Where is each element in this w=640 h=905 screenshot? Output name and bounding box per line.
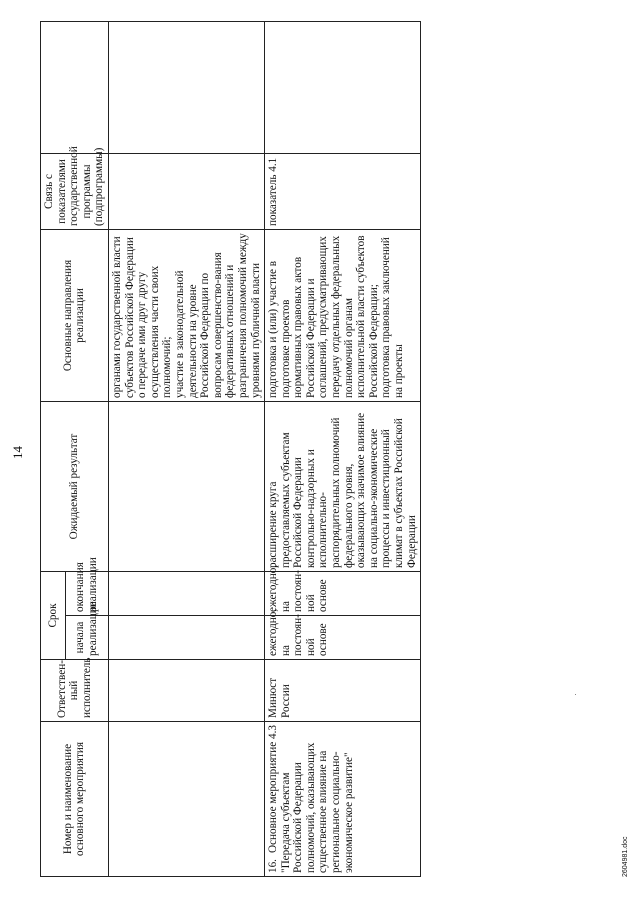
cell-empty xyxy=(108,722,264,877)
header-number-name: Номер и наименование основного мероприятия xyxy=(41,722,109,877)
cell-directions-continued: органами государственной власти субъектов Российской Федерации о передаче ими друг другу осуществления части своих полномочий; участие в законодательной деятельности на уровне Российской Федерации по вопросам совершенство-вания федеративных отношений и разграничения полномочий между уровнями публичной власти xyxy=(108,230,264,402)
scan-speck xyxy=(575,694,576,695)
header-end: окончания реализации xyxy=(66,572,109,616)
cell-empty xyxy=(108,154,264,230)
cell-start: ежегодно, на постоян-ной основе xyxy=(265,616,421,660)
header-directions: Основные направления реализации xyxy=(41,230,109,402)
cell-result: расширение круга предоставляемых субъектам Российской Федерации контрольно-надзорных и исполнительно-распорядительных полномочий федерального уровня, оказывающих значимое влияние на социально-экономические процессы и инвестиционный климат в субъектах Российской Федерации xyxy=(265,402,421,572)
cell-empty xyxy=(108,22,264,154)
header-term: Срок xyxy=(41,572,66,660)
page-number: 14 xyxy=(10,446,25,459)
event-name-text: Основное мероприятие 4.3 "Передача субъектам Российской Федерации полномочий, оказывающих существенное влияние на региональное социально-экономическое развитие" xyxy=(267,725,355,873)
header-result: Ожидаемый результат xyxy=(41,402,109,572)
row-number: 16. xyxy=(267,859,280,873)
cell-empty xyxy=(265,22,421,154)
header-link: Связь с показателями государственной программы (подпрограммы) xyxy=(41,154,109,230)
cell-event-name xyxy=(265,722,421,877)
header-spacer xyxy=(41,22,109,154)
header-responsible: Ответствен-ный исполнитель xyxy=(41,660,109,722)
cell-empty xyxy=(108,660,264,722)
cell-responsible: Минюст России xyxy=(265,660,421,722)
table-header-row xyxy=(41,22,66,877)
program-table xyxy=(40,21,421,877)
header-start: начала реализации xyxy=(66,616,109,660)
table-row-16 xyxy=(265,22,421,877)
cell-link: показатель 4.1 xyxy=(265,154,421,230)
cell-empty xyxy=(108,616,264,660)
cell-empty xyxy=(108,402,264,572)
table-row-continued xyxy=(108,22,264,877)
cell-directions: подготовка и (или) участие в подготовке проектов нормативных правовых актов Российской Федерации и соглашений, предусматривающих передачу отдельных федеральных полномочий органам исполнительной власти субъектов Российской Федерации; подготовка правовых заключений на проекты xyxy=(265,230,421,402)
cell-empty xyxy=(108,572,264,616)
document-id: 2604981.doc xyxy=(622,836,629,877)
cell-end: ежегодно, на постоян-ной основе xyxy=(265,572,421,616)
